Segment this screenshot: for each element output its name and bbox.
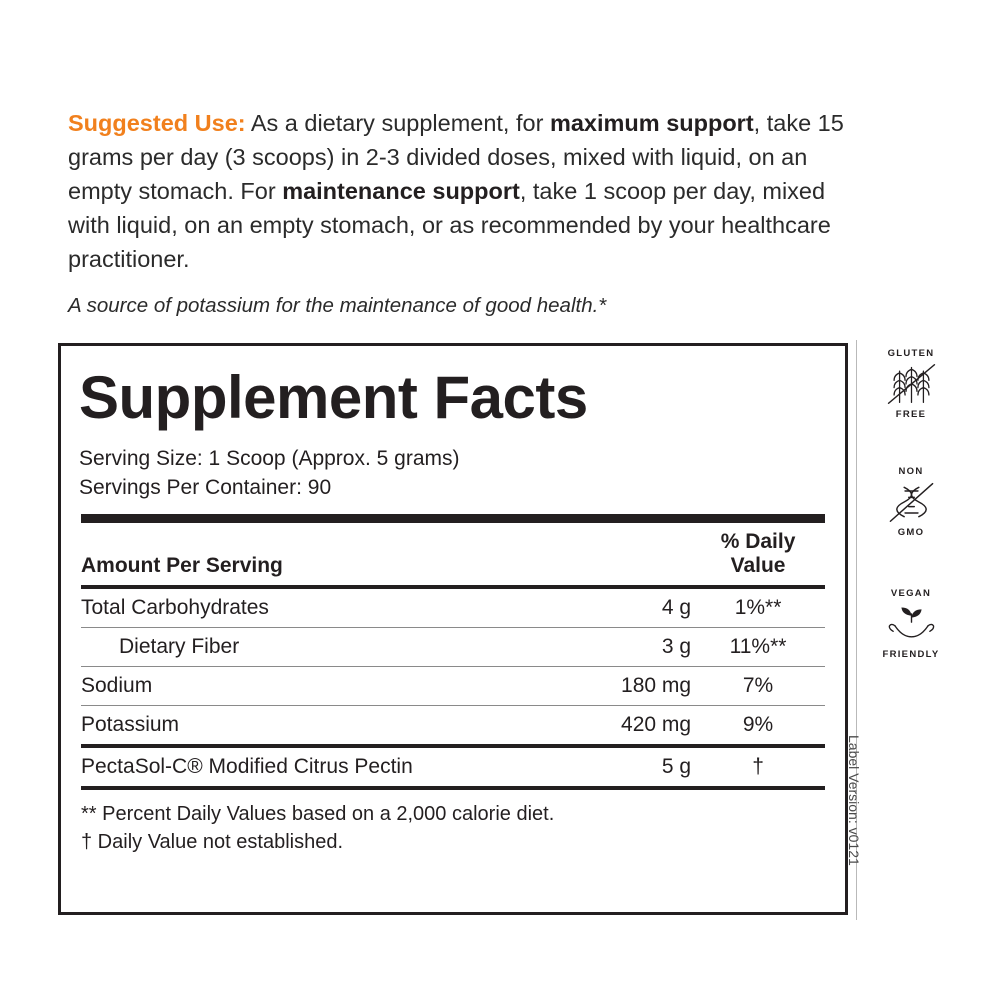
ingredient-table: [81, 748, 825, 786]
label-version: Label Version: v0121: [846, 735, 862, 866]
suggested-use-text-2: , take 15 grams per day (3 scoops) in 2-3 divided doses, mixed with liquid, on an empty stomach. For: [68, 110, 844, 204]
nutrient-amount: 420 mg: [621, 713, 692, 736]
ingredient-name: PectaSol-C® Modified Citrus Pectin: [81, 755, 413, 778]
nutrient-name: Total Carbohydrates: [81, 589, 498, 628]
nutrition-header-table: [81, 523, 825, 585]
table-row: [81, 628, 825, 667]
nutrient-name: Potassium: [81, 713, 180, 736]
badge-gluten-top-label: GLUTEN: [887, 348, 935, 359]
servings-per-container: Servings Per Container: 90: [79, 476, 332, 499]
hand-plant-icon: [884, 602, 939, 646]
header-amount-per-serving: Amount Per Serving: [81, 554, 283, 577]
certification-rail: [856, 340, 953, 920]
badge-gmo-bottom-label: GMO: [897, 527, 925, 538]
divider-thick-top: [81, 514, 825, 523]
footnote-not-established: † Daily Value not established.: [81, 831, 344, 853]
table-header-row: [81, 523, 825, 585]
nutrient-daily-value: 7%: [691, 667, 825, 706]
suggested-use-paragraph: [68, 106, 858, 276]
nutrient-amount: 180 mg: [498, 667, 691, 706]
divider-medium-3: [81, 786, 825, 790]
table-row: [81, 667, 825, 706]
dna-icon: [884, 480, 939, 524]
ingredient-amount: 5 g: [661, 755, 692, 778]
nutrient-daily-value: 9%: [742, 713, 774, 736]
supplement-facts-panel: [58, 343, 848, 915]
nutrient-amount: 3 g: [498, 628, 691, 667]
nutrient-name: Dietary Fiber: [81, 628, 498, 667]
header-daily-value: % Daily Value: [720, 530, 796, 577]
nutrient-name: Sodium: [81, 667, 498, 706]
badge-vegan-friendly: [871, 588, 951, 660]
ingredient-daily-value: †: [752, 755, 764, 778]
supplement-facts-title: Supplement Facts: [79, 364, 588, 431]
badge-gmo-top-label: NON: [898, 466, 924, 477]
serving-info: [79, 444, 845, 502]
suggested-use-text-3: , take 1 scoop per day, mixed with liquid, on an empty stomach, or as recommended by your healthcare practitioner.: [68, 178, 831, 272]
badge-gluten-bottom-label: FREE: [895, 409, 927, 420]
badge-gluten-free: [871, 348, 951, 420]
footnotes: [81, 800, 825, 856]
header-spacer: [498, 523, 691, 585]
badge-vegan-top-label: VEGAN: [890, 588, 932, 599]
nutrient-amount: 4 g: [498, 589, 691, 628]
badge-vegan-bottom-label: FRIENDLY: [882, 649, 940, 660]
nutrient-daily-value: 11%**: [691, 628, 825, 667]
footnote-daily-values: ** Percent Daily Values based on a 2,000 calorie diet.: [81, 803, 555, 825]
wheat-icon: [884, 362, 939, 406]
nutrient-daily-value: 1%**: [691, 589, 825, 628]
nutrition-table: [81, 589, 825, 744]
table-row: [81, 589, 825, 628]
badge-non-gmo: [871, 466, 951, 538]
suggested-use-bold-2: maintenance support: [282, 178, 520, 204]
table-row: [81, 748, 825, 786]
serving-size: Serving Size: 1 Scoop (Approx. 5 grams): [79, 447, 460, 470]
suggested-use-text-1: As a dietary supplement, for: [245, 110, 550, 136]
table-row: [81, 706, 825, 745]
suggested-use-bold-1: maximum support: [549, 110, 754, 136]
suggested-use-label: Suggested Use:: [68, 110, 246, 136]
source-note: A source of potassium for the maintenance of good health.*: [68, 294, 607, 317]
